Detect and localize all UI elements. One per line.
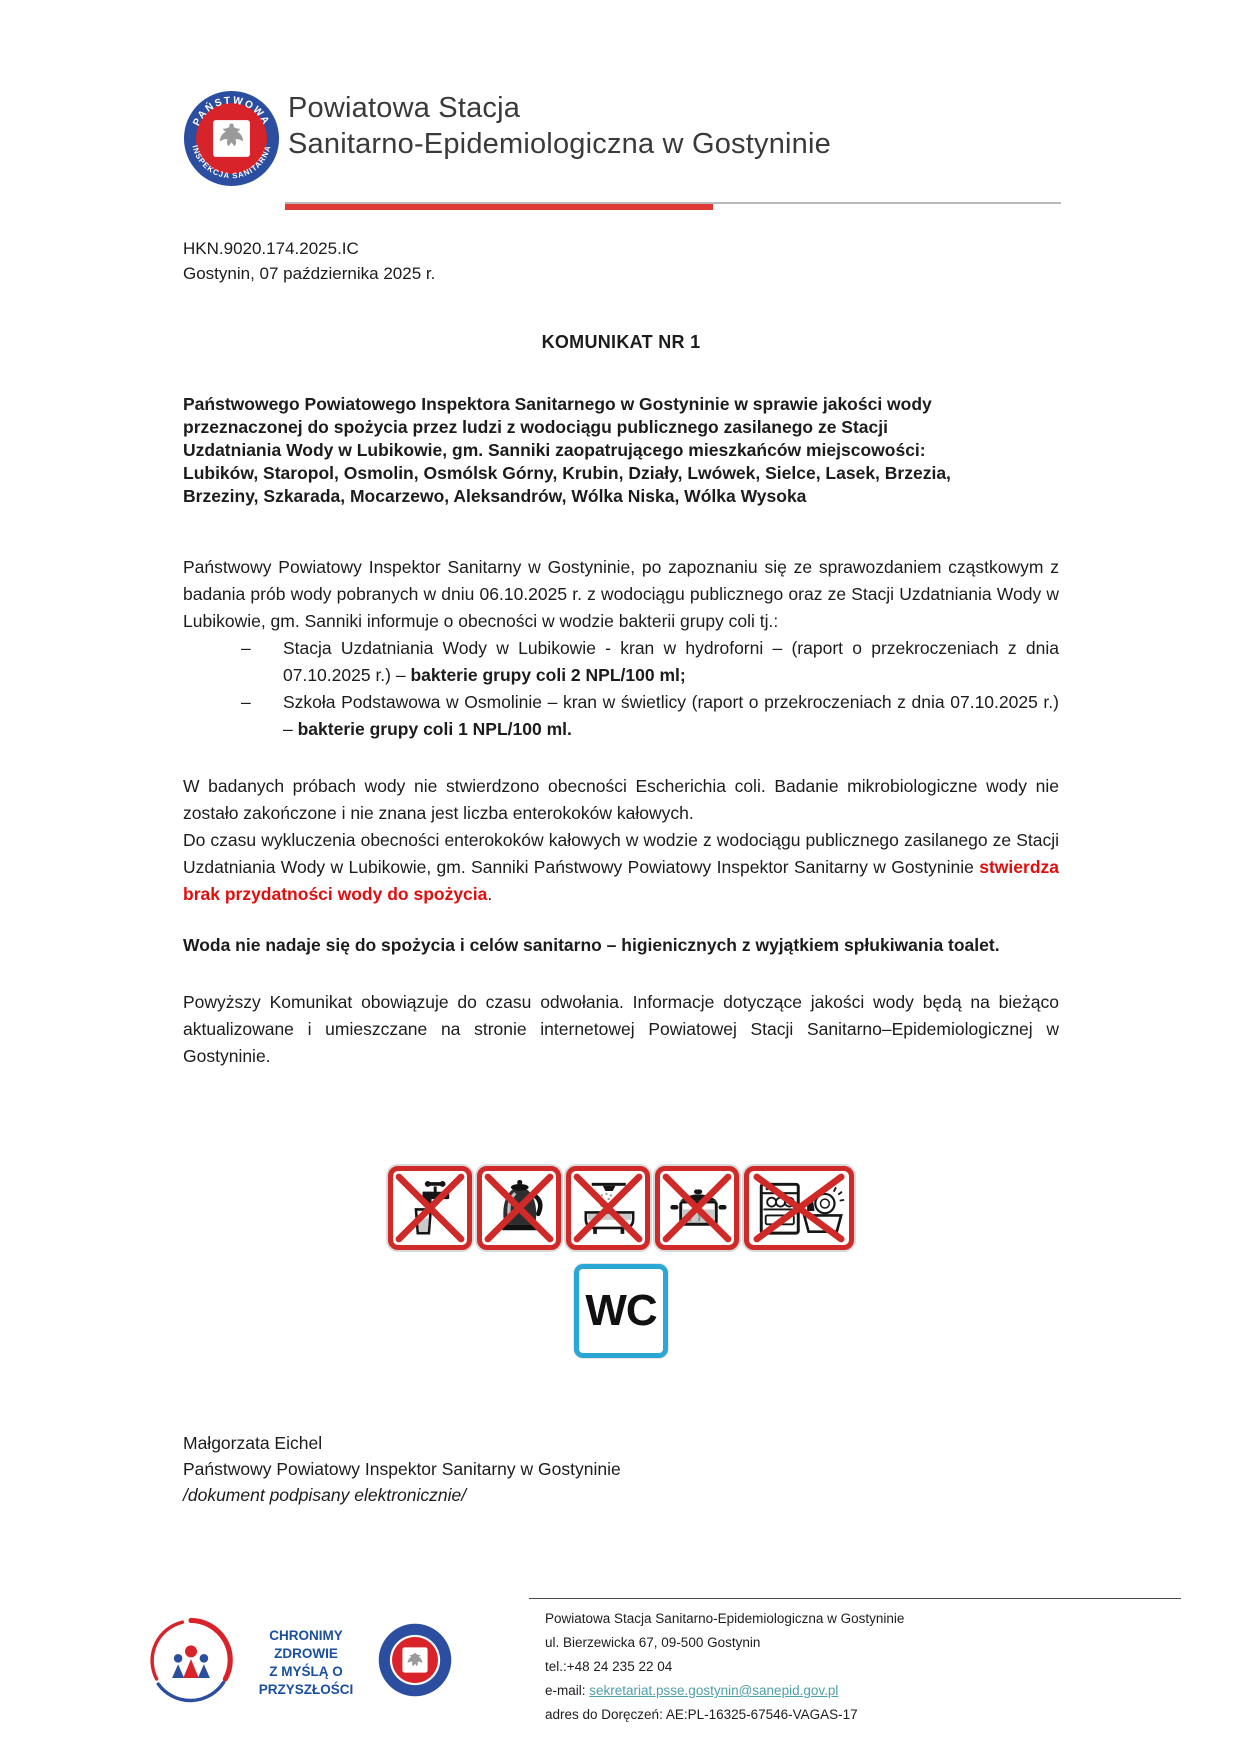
contact-address: ul. Bierzewicka 67, 09-500 Gostynin: [545, 1635, 761, 1650]
finding-2-result: bakterie grupy coli 1 NPL/100 ml.: [297, 719, 572, 739]
footer-logos: [148, 1617, 452, 1708]
subject-paragraph: Państwowego Powiatowego Inspektora Sanitarnego w Gostyninie w sprawie jakości wody przeznaczonej do spożycia przez ludzi z wodociągu publicznego zasilanego ze Stacji Uzdatniania Wody w Lubikowie, gm. Sanniki zaopatrującego mieszkańców miejscowości: Lubików, Staropol, Osmolin, Osmólsk Górny, Krubin, Działy, Lwówek, Sielce, Lasek, Brzezia, Brzeziny, Szkarada, Mocarzewo, Aleksandrów, Wólka Niska, Wólka Wysoka: [183, 394, 951, 506]
document-meta: [183, 236, 1059, 286]
org-name-line1: Powiatowa Stacja: [288, 92, 521, 124]
no-dishwashing-icon: [744, 1166, 854, 1250]
header-divider: [285, 202, 1059, 210]
letterhead: [183, 90, 1059, 192]
wc-label: WC: [585, 1286, 657, 1335]
body-paragraph-2: W badanych próbach wody nie stwierdzono obecności Escherichia coli. Badanie mikrobiologiczne wody nie zostało zakończone i nie znana jest liczba enterokoków kałowych.: [183, 776, 1059, 823]
slogan-line2: Z MYŚLĄ O PRZYSZŁOŚCI: [258, 1663, 354, 1697]
decision-text: Do czasu wykluczenia obecności enterokoków kałowych w wodzie z wodociągu publicznego zasilanego ze Stacji Uzdatniania Wody w Lubikowie, gm. Sanniki Państwowy Powiatowy Inspektor Sanitarny w Gostyninie: [183, 830, 1059, 877]
contact-email-line: [545, 1679, 1181, 1703]
contact-org-name: Powiatowa Stacja Sanitarno-Epidemiologiczna w Gostyninie: [545, 1611, 905, 1626]
signature-block: [183, 1430, 1059, 1508]
finding-2-text: Szkoła Podstawowa w Osmolinie – kran w świetlicy (raport o przekroczeniach z dnia 07.10.2025 r.) –: [283, 692, 1059, 739]
wc-allowed-sign: [574, 1264, 668, 1358]
body-paragraph-5: Powyższy Komunikat obowiązuje do czasu odwołania. Informacje dotyczące jakości wody będą na bieżąco aktualizowane i umieszczane na stronie internetowej Powiatowej Stacji Sanitarno–Epidemiologicznej w Gostyninie.: [183, 992, 1059, 1066]
finding-1-result: bakterie grupy coli 2 NPL/100 ml;: [410, 665, 686, 685]
body-paragraph-3: [183, 827, 1059, 908]
no-kettle-boiling-icon: [477, 1166, 561, 1250]
decision-alert-text: stwierdza brak przydatności wody do spożycia: [183, 857, 1059, 904]
dash-marker: –: [241, 692, 251, 712]
no-drinking-tap-water-icon: [388, 1166, 472, 1250]
org-name-line2: Sanitarno-Epidemiologiczna w Gostyninie: [288, 128, 831, 160]
footer-slogan: [246, 1627, 366, 1699]
emblem-top-text: PAŃSTWOWA: [191, 95, 272, 128]
findings-list: [183, 635, 1059, 743]
finding-1-text: Stacja Uzdatniania Wody w Lubikowie - kran w hydroforni – (raport o przekroczeniach z dnia 07.10.2025 r.) –: [283, 638, 1059, 685]
sanitary-inspection-emblem-small-icon: [378, 1623, 452, 1702]
decision-period: .: [487, 884, 493, 904]
contact-phone: tel.:+48 24 235 22 04: [545, 1659, 673, 1674]
no-bathing-shower-icon: [566, 1166, 650, 1250]
sanitary-inspection-emblem-icon: [183, 90, 280, 192]
footer: [148, 1598, 1181, 1727]
place-and-date: Gostynin, 07 października 2025 r.: [183, 264, 436, 283]
electronic-signature-note: /dokument podpisany elektronicznie/: [183, 1485, 467, 1505]
signatory-name: Małgorzata Eichel: [183, 1433, 323, 1453]
footer-contact-block: [529, 1598, 1181, 1727]
prohibition-pictograms: [183, 1166, 1059, 1250]
divider-red-line: [285, 204, 713, 210]
email-link[interactable]: sekretariat.psse.gostynin@sanepid.gov.pl: [589, 1683, 839, 1698]
warning-paragraph: Woda nie nadaje się do spożycia i celów sanitarno – higienicznych z wyjątkiem spłukiwania toalet.: [183, 935, 1000, 955]
slogan-line1: CHRONIMY ZDROWIE: [269, 1627, 343, 1661]
signatory-role: Państwowy Powiatowy Inspektor Sanitarny w Gostyninie: [183, 1459, 621, 1479]
emblem-bottom-text: INSPEKCJA SANITARNA: [190, 144, 273, 181]
document-title: KOMUNIKAT NR 1: [541, 332, 701, 352]
reference-number: HKN.9020.174.2025.IC: [183, 239, 359, 258]
no-cooking-pot-icon: [655, 1166, 739, 1250]
dash-marker: –: [241, 638, 251, 658]
list-item: [183, 689, 1059, 743]
org-name: [288, 90, 831, 162]
health-protection-logo-icon: [148, 1617, 234, 1708]
body-paragraph-1: Państwowy Powiatowy Inspektor Sanitarny w Gostyninie, po zapoznaniu się ze sprawozdaniem cząstkowym z badania prób wody pobranych w dniu 06.10.2025 r. z wodociągu publicznego oraz ze Stacji Uzdatniania Wody w Lubikowie, gm. Sanniki informuje o obecności w wodzie bakterii grupy coli tj.:: [183, 557, 1059, 631]
contact-delivery-address: adres do Doręczeń: AE:PL-16325-67546-VAGAS-17: [545, 1707, 858, 1722]
list-item: [183, 635, 1059, 689]
email-label: e-mail:: [545, 1683, 590, 1698]
